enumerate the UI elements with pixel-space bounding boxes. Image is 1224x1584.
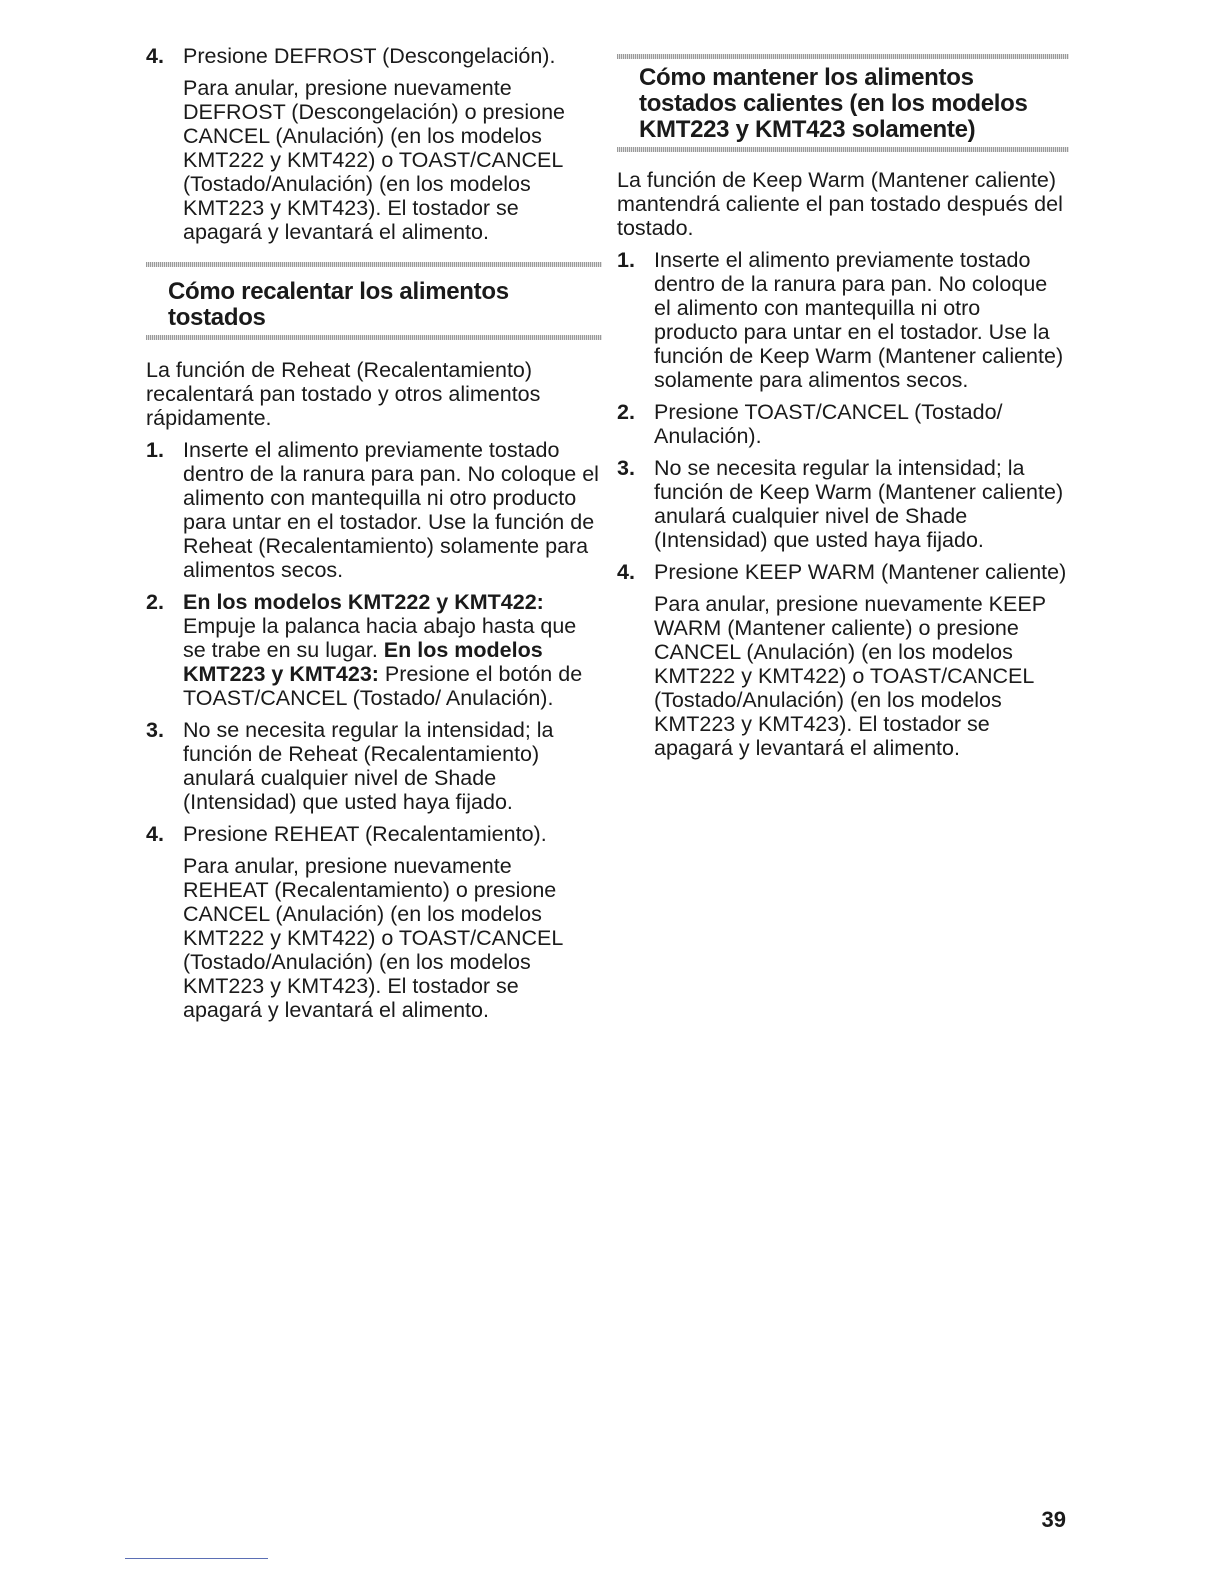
keep-warm-step-1 bbox=[617, 248, 1069, 392]
step-text: Presione DEFROST (Descongelación). bbox=[183, 44, 556, 68]
step-body bbox=[183, 438, 602, 582]
step-body bbox=[654, 560, 1069, 760]
step-number: 2. bbox=[617, 400, 635, 424]
footer-rule bbox=[125, 1558, 268, 1559]
step-subtext: Para anular, presione nuevamente KEEP WARM (Mantener caliente) o presione CANCEL (Anulación) (en los modelos KMT222 y KMT422) o TOAST/CANCEL (Tostado/Anulación) (en los modelos KMT223 y KMT423). El tostador se apagará y levantará el alimento. bbox=[654, 592, 1046, 760]
step-number: 3. bbox=[146, 718, 164, 742]
section-divider bbox=[146, 335, 602, 340]
step-number: 2. bbox=[146, 590, 164, 614]
step-bold-label: En los modelos KMT223 y KMT423: bbox=[183, 638, 543, 686]
step-text: Inserte el alimento previamente tostado dentro de la ranura para pan. No coloque el alimento con mantequilla ni otro producto para untar en el tostador. Use la función de Keep Warm (Mantener caliente) solamente para alimentos secos. bbox=[654, 248, 1064, 392]
step-body bbox=[654, 456, 1069, 552]
step-number: 4. bbox=[146, 44, 164, 68]
reheat-intro: La función de Reheat (Recalentamiento) recalentará pan tostado y otros alimentos rápidamente. bbox=[146, 358, 541, 430]
step-body bbox=[183, 44, 602, 244]
step-body bbox=[183, 718, 602, 814]
step-text: No se necesita regular la intensidad; la función de Reheat (Recalentamiento) anulará cualquier nivel de Shade (Intensidad) que usted haya fijado. bbox=[183, 718, 554, 814]
step-text: No se necesita regular la intensidad; la función de Keep Warm (Mantener caliente) anulará cualquier nivel de Shade (Intensidad) que usted haya fijado. bbox=[654, 456, 1064, 552]
step-subtext: Para anular, presione nuevamente DEFROST (Descongelación) o presione CANCEL (Anulación) (en los modelos KMT222 y KMT422) o TOAST/CANCEL (Tostado/Anulación) (en los modelos KMT223 y KMT423). El tostador se apagará y levantará el alimento. bbox=[183, 76, 565, 244]
left-column bbox=[146, 44, 602, 1030]
step-text: Presione TOAST/CANCEL (Tostado/ Anulación). bbox=[654, 400, 1003, 448]
keep-warm-step-3 bbox=[617, 456, 1069, 552]
defrost-step-item bbox=[146, 44, 602, 244]
step-body bbox=[183, 822, 602, 1022]
page-number: 39 bbox=[1041, 1507, 1066, 1532]
keep-warm-intro: La función de Keep Warm (Mantener caliente) mantendrá caliente el pan tostado después del tostado. bbox=[617, 168, 1063, 240]
step-number: 4. bbox=[146, 822, 164, 846]
keep-warm-step-2 bbox=[617, 400, 1069, 448]
step-text-part: Empuje la palanca hacia abajo hasta que se trabe en su lugar. bbox=[183, 614, 577, 662]
step-number: 1. bbox=[617, 248, 635, 272]
step-body bbox=[654, 400, 1069, 448]
step-text: Inserte el alimento previamente tostado dentro de la ranura para pan. No coloque el alimento con mantequilla ni otro producto para untar en el tostador. Use la función de Reheat (Recalentamiento) solamente para alimentos secos. bbox=[183, 438, 599, 582]
step-text bbox=[183, 590, 602, 710]
reheat-step-3 bbox=[146, 718, 602, 814]
section-heading-reheat: Cómo recalentar los alimentos tostados bbox=[168, 278, 509, 331]
reheat-step-2 bbox=[146, 590, 602, 710]
step-body bbox=[183, 590, 602, 710]
step-text: Presione KEEP WARM (Mantener caliente) bbox=[654, 560, 1067, 584]
step-number: 3. bbox=[617, 456, 635, 480]
step-text: Presione REHEAT (Recalentamiento). bbox=[183, 822, 547, 846]
step-text-part: Presione el botón de TOAST/CANCEL (Tostado/ Anulación). bbox=[183, 662, 583, 710]
step-bold-label: En los modelos KMT222 y KMT422: bbox=[183, 590, 544, 614]
step-number: 4. bbox=[617, 560, 635, 584]
keep-warm-step-4 bbox=[617, 560, 1069, 760]
step-subtext: Para anular, presione nuevamente REHEAT (Recalentamiento) o presione CANCEL (Anulación) (en los modelos KMT222 y KMT422) o TOAST/CANCEL (Tostado/Anulación) (en los modelos KMT223 y KMT423). El tostador se apagará y levantará el alimento. bbox=[183, 854, 563, 1022]
section-heading-keep-warm: Cómo mantener los alimentos tostados calientes (en los modelos KMT223 y KMT423 solamente) bbox=[639, 64, 1028, 143]
right-column bbox=[617, 44, 1069, 768]
reheat-step-1 bbox=[146, 438, 602, 582]
reheat-step-4 bbox=[146, 822, 602, 1022]
section-divider bbox=[617, 147, 1069, 152]
step-body bbox=[654, 248, 1069, 392]
step-number: 1. bbox=[146, 438, 164, 462]
